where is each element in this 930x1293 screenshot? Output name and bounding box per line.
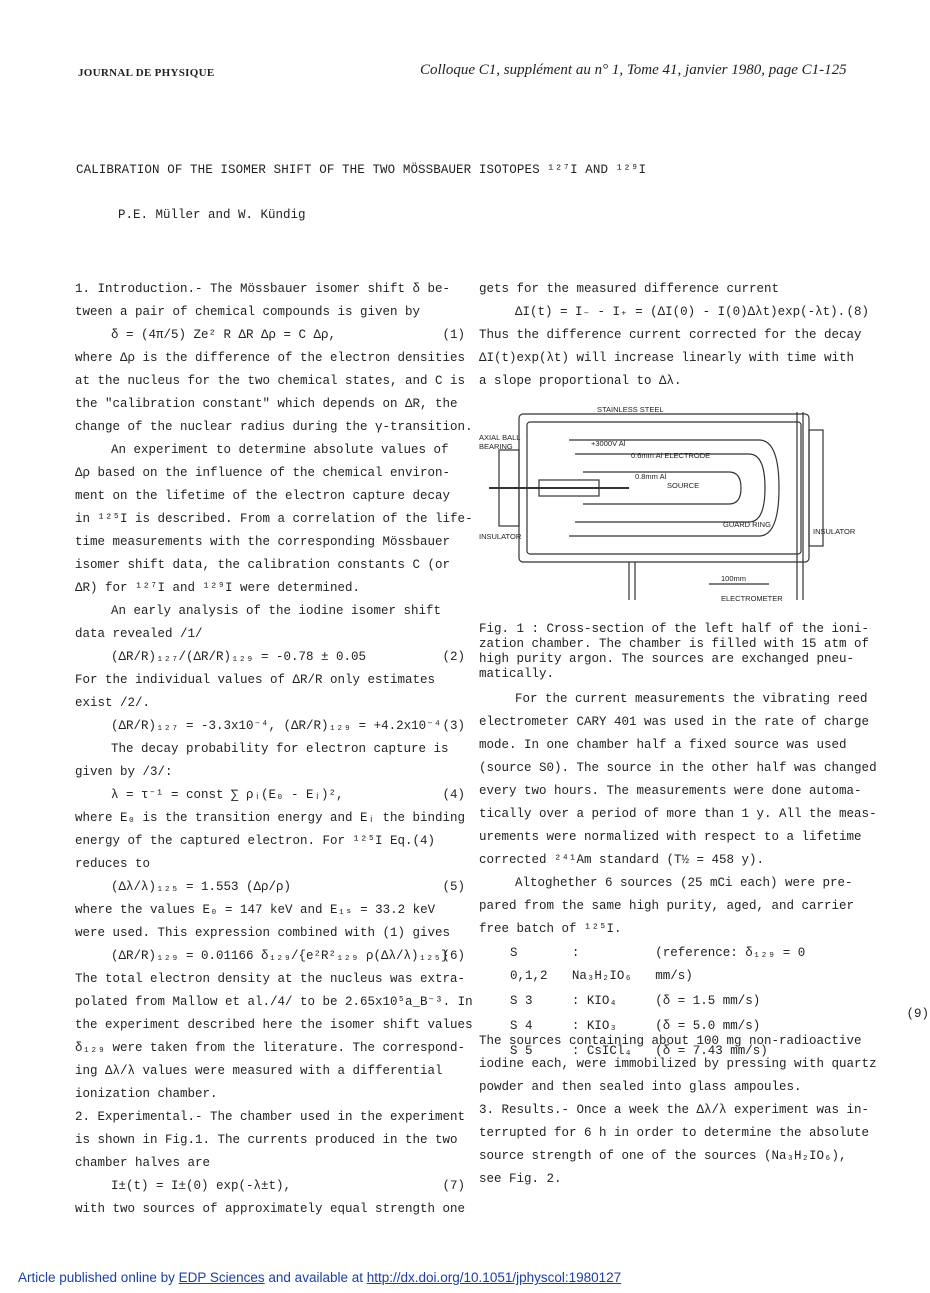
- equation-number: (2): [442, 650, 465, 664]
- text-line: with two sources of approximately equal strength one: [75, 1202, 466, 1216]
- equation-formula: (ΔR/R)₁₂₇ = -3.3x10⁻⁴, (ΔR/R)₁₂₉ = +4.2x10⁻⁴: [111, 719, 442, 733]
- text-line: ionization chamber.: [75, 1087, 218, 1101]
- equation-number: (9): [906, 1006, 929, 1021]
- label-axial-ball: AXIAL BALL: [479, 433, 521, 442]
- text-line: An experiment to determine absolute values of: [111, 443, 449, 457]
- text-line: ΔR) for ¹²⁷I and ¹²⁹I were determined.: [75, 581, 361, 595]
- column-right-top: [479, 278, 869, 393]
- equation-line: [75, 715, 465, 738]
- text-line: is shown in Fig.1. The currents produced in the two: [75, 1133, 458, 1147]
- label-insulator-right: INSULATOR: [813, 527, 856, 536]
- equation-line: [75, 876, 465, 899]
- source-value: (δ = 5.0 mm/s): [655, 1019, 761, 1033]
- paper-title: CALIBRATION OF THE ISOMER SHIFT OF THE TWO MÖSSBAUER ISOTOPES ¹²⁷I AND ¹²⁹I: [76, 163, 647, 177]
- label-electrometer: ELECTROMETER: [721, 594, 783, 603]
- text-line: urements were normalized with respect to a lifetime: [479, 830, 862, 844]
- source-value: (δ = 1.5 mm/s): [655, 994, 761, 1008]
- text-line: source strength of one of the sources (Na₃H₂IO₆),: [479, 1149, 847, 1163]
- source-value: (δ = 7.43 mm/s): [655, 1044, 768, 1058]
- equation-number: (5): [442, 880, 465, 894]
- column-left: [75, 278, 473, 1221]
- text-line: see Fig. 2.: [479, 1172, 562, 1186]
- text-line: free batch of ¹²⁵I.: [479, 922, 622, 936]
- caption-line: Fig. 1 : Cross-section of the left half of the ioni-: [479, 622, 870, 636]
- column-right-middle: [479, 688, 877, 941]
- label-electrode: 0.6mm Al ELECTRODE: [631, 451, 711, 460]
- text-line: Δρ based on the influence of the chemical environ-: [75, 466, 451, 480]
- equation-number: (7): [442, 1179, 465, 1193]
- paper-authors: P.E. Müller and W. Kündig: [118, 208, 306, 222]
- caption-line: matically.: [479, 667, 555, 681]
- text-line: (source S0). The source in the other half was changed: [479, 761, 877, 775]
- text-line: 3. Results.- Once a week the Δλ/λ experiment was in-: [479, 1103, 870, 1117]
- text-line: Thus the difference current corrected for the decay: [479, 328, 862, 342]
- text-line: pared from the same high purity, aged, and carrier: [479, 899, 855, 913]
- text-line: time measurements with the corresponding Mössbauer: [75, 535, 451, 549]
- figure-caption: [479, 622, 869, 682]
- column-right-bottom: [479, 1030, 877, 1191]
- text-line: were used. This expression combined with (1) gives: [75, 926, 451, 940]
- text-line: gets for the measured difference current: [479, 282, 780, 296]
- equation-formula: (ΔR/R)₁₂₉ = 0.01166 δ₁₂₉/{e²R²₁₂₉ ρ(Δλ/λ)₁₂₅}: [111, 949, 449, 963]
- label-source: SOURCE: [667, 481, 700, 490]
- equation-formula: I±(t) = I±(0) exp(-λ±t),: [111, 1179, 292, 1193]
- footer-middle: and available at: [264, 1270, 367, 1285]
- text-line: electrometer CARY 401 was used in the rate of charge: [479, 715, 870, 729]
- text-line: corrected ²⁴¹Am standard (T½ = 458 y).: [479, 853, 765, 867]
- text-line: The sources containing about 100 mg non-radioactive: [479, 1034, 862, 1048]
- equation-formula: ΔI(t) = I₋ - I₊ = (ΔI(0) - I(0)Δλt)exp(-λt).: [515, 305, 846, 319]
- source-id: S 5: [510, 1044, 533, 1058]
- text-line: An early analysis of the iodine isomer shift: [111, 604, 442, 618]
- text-line: terrupted for 6 h in order to determine the absolute: [479, 1126, 870, 1140]
- text-line: energy of the captured electron. For ¹²⁵I Eq.(4): [75, 834, 436, 848]
- source-id: S 4: [510, 1019, 533, 1033]
- footer-prefix: Article published online by: [18, 1270, 179, 1285]
- text-line: where the values E₀ = 147 keV and E₁ₛ = 33.2 keV: [75, 903, 436, 917]
- text-line: iodine each, were immobilized by pressing with quartz: [479, 1057, 877, 1071]
- source-compound: : KIO₄: [571, 994, 617, 1008]
- equation-line: [75, 784, 465, 807]
- text-line: polated from Mallow et al./4/ to be 2.65x10⁵a_B⁻³. In: [75, 995, 473, 1009]
- text-line: isomer shift data, the calibration constants C (or: [75, 558, 451, 572]
- equation-formula: (Δλ/λ)₁₂₅ = 1.553 (Δρ/ρ): [111, 880, 292, 894]
- text-line: a slope proportional to Δλ.: [479, 374, 682, 388]
- text-line: For the current measurements the vibrating reed: [515, 692, 868, 706]
- text-line: chamber halves are: [75, 1156, 211, 1170]
- label-bearing: BEARING: [479, 442, 513, 451]
- doi-link[interactable]: http://dx.doi.org/10.1051/jphyscol:1980127: [366, 1270, 622, 1285]
- text-line: where Δρ is the difference of the electron densities: [75, 351, 466, 365]
- equation-formula: λ = τ⁻¹ = const ∑ ρᵢ(E₀ - Eᵢ)²,: [111, 788, 344, 802]
- text-line: The decay probability for electron capture is: [111, 742, 449, 756]
- source-compound: : Na₃H₂IO₆: [571, 946, 632, 983]
- source-id: S 3: [510, 994, 533, 1008]
- text-line: δ₁₂₉ were taken from the literature. The correspond-: [75, 1041, 466, 1055]
- equation-number: (3): [442, 719, 465, 733]
- journal-name: JOURNAL DE PHYSIQUE: [78, 67, 215, 79]
- source-id: S 0,1,2: [510, 946, 548, 983]
- source-compound: : CsICl₄: [571, 1044, 632, 1058]
- text-line: given by /3/:: [75, 765, 173, 779]
- text-line: tically over a period of more than 1 y. All the meas-: [479, 807, 877, 821]
- text-line: in ¹²⁵I is described. From a correlation of the life-: [75, 512, 473, 526]
- equation-formula: (ΔR/R)₁₂₇/(ΔR/R)₁₂₉ = -0.78 ± 0.05: [111, 650, 367, 664]
- text-line: The total electron density at the nucleus was extra-: [75, 972, 466, 986]
- text-line: mode. In one chamber half a fixed source was used: [479, 738, 847, 752]
- text-line: where E₀ is the transition energy and Eᵢ the binding: [75, 811, 466, 825]
- source-row: [510, 941, 930, 989]
- footer: [18, 1270, 621, 1285]
- text-line: the experiment described here the isomer shift values: [75, 1018, 473, 1032]
- label-insulator-left: INSULATOR: [479, 532, 522, 541]
- text-line: For the individual values of ΔR/R only estimates: [75, 673, 436, 687]
- equation-line: [479, 301, 869, 324]
- equation-number: (1): [442, 328, 465, 342]
- text-line: change of the nuclear radius during the γ-transition.: [75, 420, 473, 434]
- text-line: exist /2/.: [75, 696, 151, 710]
- source-value: (reference: δ₁₂₉ = 0 mm/s): [655, 946, 806, 983]
- equation-line: [75, 1175, 465, 1198]
- text-line: ing Δλ/λ values were measured with a differential: [75, 1064, 443, 1078]
- text-line: Altoghether 6 sources (25 mCi each) were pre-: [515, 876, 853, 890]
- label-al-08mm: 0.8mm Al: [635, 472, 667, 481]
- text-line: the "calibration constant" which depends on ΔR, the: [75, 397, 458, 411]
- text-line: at the nucleus for the two chemical states, and C is: [75, 374, 466, 388]
- source-row: [510, 989, 930, 1014]
- equation-number: (4): [442, 788, 465, 802]
- label-guard-ring: GUARD RING: [723, 520, 771, 529]
- colloque-reference: Colloque C1, supplément au n° 1, Tome 41, janvier 1980, page C1-125: [420, 62, 847, 78]
- text-line: data revealed /1/: [75, 627, 203, 641]
- text-line: every two hours. The measurements were done automa-: [479, 784, 862, 798]
- equation-number: (6): [442, 949, 465, 963]
- caption-line: zation chamber. The chamber is filled with 15 atm of: [479, 637, 870, 651]
- text-line: reduces to: [75, 857, 151, 871]
- equation-formula: δ = (4π/5) Ze² R ΔR Δρ = C Δρ,: [111, 328, 337, 342]
- equation-number: (8): [846, 305, 869, 319]
- publisher-link[interactable]: EDP Sciences: [178, 1270, 265, 1285]
- figure-ionization-chamber: [479, 400, 861, 612]
- label-stainless-steel: STAINLESS STEEL: [597, 405, 664, 414]
- text-line: powder and then sealed into glass ampoules.: [479, 1080, 802, 1094]
- text-line: 2. Experimental.- The chamber used in the experiment: [75, 1110, 466, 1124]
- text-line: 1. Introduction.- The Mössbauer isomer shift δ be-: [75, 282, 451, 296]
- text-line: ΔI(t)exp(λt) will increase linearly with time with: [479, 351, 855, 365]
- text-line: ment on the lifetime of the electron capture decay: [75, 489, 451, 503]
- text-line: tween a pair of chemical compounds is given by: [75, 305, 421, 319]
- label-high-voltage: +3000V Al: [591, 439, 626, 448]
- source-compound: : KIO₃: [571, 1019, 617, 1033]
- label-scale: 100mm: [721, 574, 747, 583]
- equation-line: [75, 646, 465, 669]
- equation-line: [75, 324, 465, 347]
- caption-line: high purity argon. The sources are exchanged pneu-: [479, 652, 855, 666]
- equation-line: [75, 945, 465, 968]
